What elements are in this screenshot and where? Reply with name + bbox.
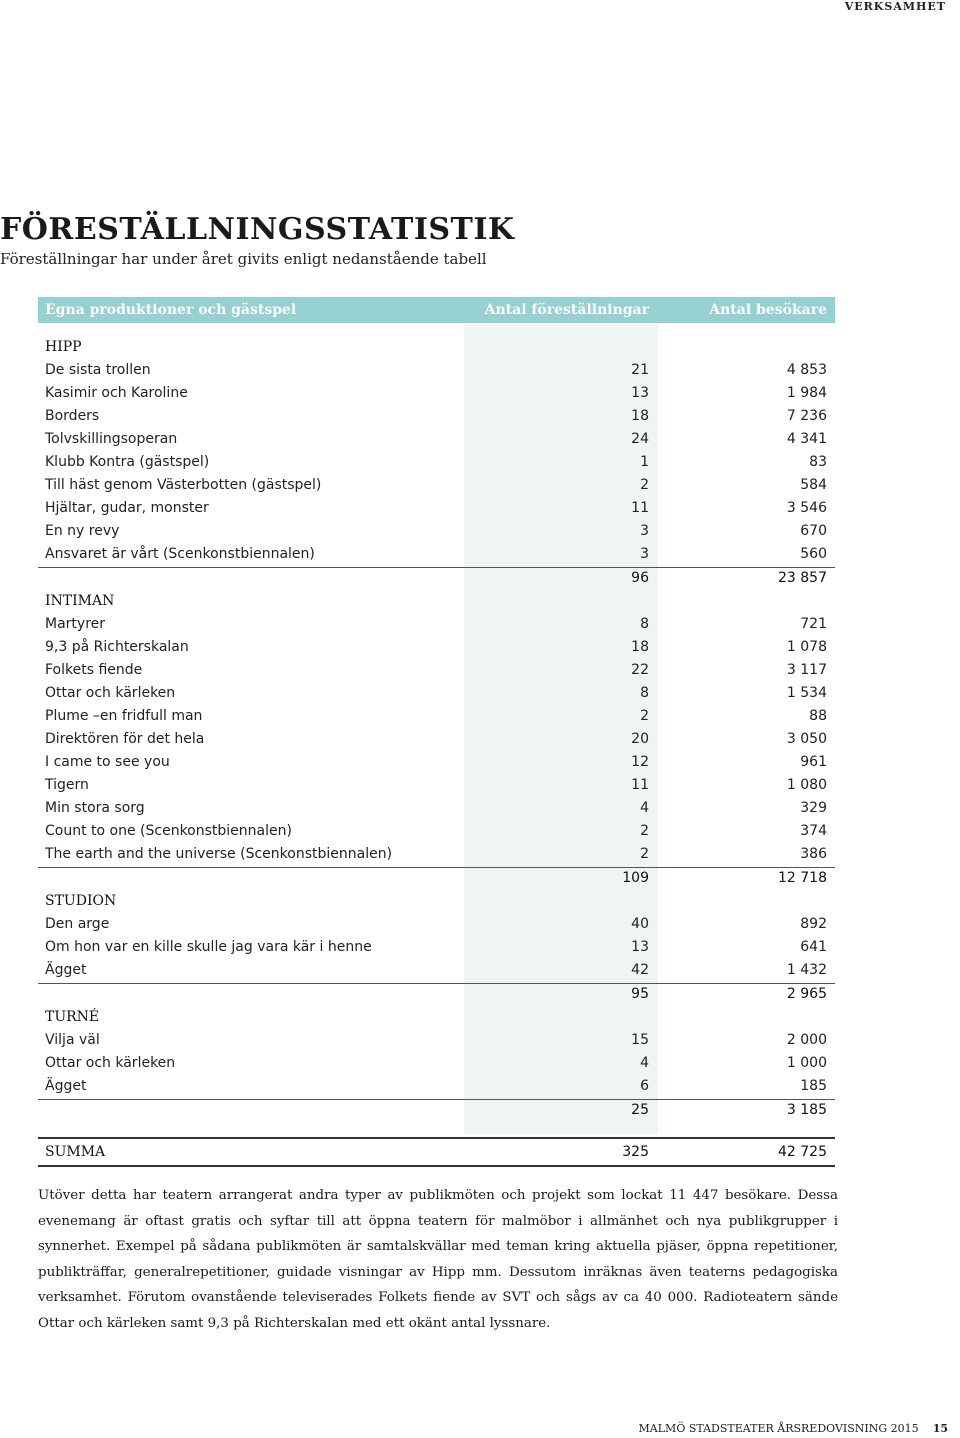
visitors-count: 1 078	[786, 639, 827, 655]
performances-count: 18	[631, 639, 649, 655]
production-name: Martyrer	[45, 616, 106, 632]
summa-row	[38, 1137, 835, 1167]
visitors-count: 721	[800, 616, 827, 632]
footer-publication: MALMÖ STADSTEATER ÅRSREDOVISNING 2015	[638, 1422, 919, 1435]
group-total-row	[38, 984, 835, 1007]
table-row	[38, 821, 835, 844]
visitors-count: 1 432	[786, 962, 827, 978]
performances-count: 13	[631, 385, 649, 401]
visitors-count: 185	[800, 1078, 827, 1094]
production-name: Ottar och kärleken	[45, 685, 176, 701]
performances-count: 3	[640, 546, 649, 562]
table-row	[38, 683, 835, 706]
visitors-count: 4 341	[786, 431, 827, 447]
performances-count: 8	[640, 616, 649, 632]
production-name: Den arge	[45, 916, 110, 932]
performances-count: 22	[631, 662, 649, 678]
summa-label: SUMMA	[45, 1144, 106, 1160]
table-row	[38, 1053, 835, 1076]
performances-count: 12	[631, 754, 649, 770]
table-row	[38, 752, 835, 775]
production-name: Direktören för det hela	[45, 731, 205, 747]
table-row	[38, 798, 835, 821]
production-name: Min stora sorg	[45, 800, 145, 816]
performances-count: 40	[631, 916, 649, 932]
visitors-count: 88	[809, 708, 827, 724]
production-name: Count to one (Scenkonstbiennalen)	[45, 823, 292, 839]
group-total-visitors: 23 857	[778, 570, 827, 586]
group-name: HIPP	[45, 339, 82, 355]
table-row	[38, 452, 835, 475]
production-name: Vilja väl	[45, 1032, 100, 1048]
group-total-performances: 109	[622, 870, 649, 886]
table-row	[38, 937, 835, 960]
visitors-count: 584	[800, 477, 827, 493]
table-row	[38, 844, 835, 868]
production-name: Ägget	[45, 962, 87, 978]
group-heading	[38, 1007, 835, 1030]
table-body	[38, 323, 835, 1123]
production-name: Kasimir och Karoline	[45, 385, 188, 401]
group-total-row	[38, 868, 835, 891]
performances-count: 4	[640, 800, 649, 816]
group-name: STUDION	[45, 893, 117, 909]
visitors-count: 560	[800, 546, 827, 562]
page-footer	[639, 1422, 948, 1435]
visitors-count: 892	[800, 916, 827, 932]
visitors-count: 7 236	[786, 408, 827, 424]
performances-count: 3	[640, 523, 649, 539]
production-name: I came to see you	[45, 754, 170, 770]
performances-count: 11	[631, 777, 649, 793]
group-name: INTIMAN	[45, 593, 115, 609]
group-heading	[38, 591, 835, 614]
production-name: En ny revy	[45, 523, 120, 539]
page-title: FÖRESTÄLLNINGSSTATISTIK	[0, 212, 515, 247]
visitors-count: 961	[800, 754, 827, 770]
production-name: Borders	[45, 408, 100, 424]
visitors-count: 1 984	[786, 385, 827, 401]
section-label: VERKSAMHET	[844, 0, 946, 13]
table-row	[38, 729, 835, 752]
group-name: TURNÉ	[45, 1009, 100, 1025]
performances-count: 13	[631, 939, 649, 955]
group-heading	[38, 337, 835, 360]
visitors-count: 641	[800, 939, 827, 955]
table-row	[38, 706, 835, 729]
production-name: Tolvskillingsoperan	[45, 431, 178, 447]
production-name: Ansvaret är vårt (Scenkonstbiennalen)	[45, 546, 315, 562]
group-total-visitors: 2 965	[786, 986, 827, 1002]
performances-count: 2	[640, 846, 649, 862]
table-row	[38, 960, 835, 984]
performances-count: 18	[631, 408, 649, 424]
group-total-visitors: 3 185	[786, 1102, 827, 1118]
production-name: Till häst genom Västerbotten (gästspel)	[45, 477, 322, 493]
group-total-row	[38, 568, 835, 591]
performances-count: 2	[640, 708, 649, 724]
production-name: Tigern	[45, 777, 89, 793]
visitors-count: 1 080	[786, 777, 827, 793]
group-total-performances: 96	[631, 570, 649, 586]
summa-performances: 325	[622, 1144, 649, 1160]
visitors-count: 374	[800, 823, 827, 839]
table-row	[38, 498, 835, 521]
performances-count: 2	[640, 823, 649, 839]
visitors-count: 1 534	[786, 685, 827, 701]
visitors-count: 3 050	[786, 731, 827, 747]
production-name: Om hon var en kille skulle jag vara kär i henne	[45, 939, 372, 955]
table-row	[38, 660, 835, 683]
table-row	[38, 914, 835, 937]
table-header	[38, 297, 835, 323]
visitors-count: 3 117	[786, 662, 827, 678]
visitors-count: 1 000	[786, 1055, 827, 1071]
table-row	[38, 475, 835, 498]
performances-count: 1	[640, 454, 649, 470]
group-total-visitors: 12 718	[778, 870, 827, 886]
visitors-count: 2 000	[786, 1032, 827, 1048]
table-row	[38, 544, 835, 568]
visitors-count: 3 546	[786, 500, 827, 516]
production-name: Folkets fiende	[45, 662, 143, 678]
page-subtitle: Föreställningar har under året givits enligt nedanstående tabell	[0, 250, 487, 268]
table-row	[38, 1076, 835, 1100]
header-production: Egna produktioner och gästspel	[45, 302, 297, 318]
performances-count: 42	[631, 962, 649, 978]
table-row	[38, 521, 835, 544]
production-name: 9,3 på Richterskalan	[45, 639, 189, 655]
performances-count: 11	[631, 500, 649, 516]
header-performances: Antal föreställningar	[484, 302, 649, 318]
summa-visitors: 42 725	[778, 1144, 827, 1160]
table-row	[38, 614, 835, 637]
group-total-performances: 25	[631, 1102, 649, 1118]
performances-count: 20	[631, 731, 649, 747]
header-visitors: Antal besökare	[709, 302, 827, 318]
group-heading	[38, 891, 835, 914]
table-row	[38, 775, 835, 798]
table-row	[38, 637, 835, 660]
visitors-count: 329	[800, 800, 827, 816]
explanatory-note: Utöver detta har teatern arrangerat andra typer av publikmöten och projekt som lockat 11 447 besökare. Dessa evenemang är oftast gratis och syftar till att öppna teatern för malmöbor i allmänhet och nya publikgrupper i synnerhet. Exempel på sådana publikmöten är samtalskvällar med teman kring aktuella pjäser, öppna repetitioner, publikträffar, generalrepetitioner, guidade visningar av Hipp mm. Dessutom inräknas även teaterns pedagogiska verksamhet. Förutom ovanstående televiserades Folkets fiende av SVT och sågs av ca 40 000. Radioteatern sände Ottar och kärleken samt 9,3 på Richterskalan med ett okänt antal lyssnare.	[38, 1188, 838, 1331]
table-row	[38, 406, 835, 429]
table-row	[38, 360, 835, 383]
group-total-row	[38, 1100, 835, 1123]
page-number: 15	[932, 1422, 948, 1435]
performances-count: 21	[631, 362, 649, 378]
performances-count: 2	[640, 477, 649, 493]
group-total-performances: 95	[631, 986, 649, 1002]
production-name: Hjältar, gudar, monster	[45, 500, 209, 516]
production-name: Ägget	[45, 1078, 87, 1094]
visitors-count: 670	[800, 523, 827, 539]
table-row	[38, 383, 835, 406]
table-row	[38, 429, 835, 452]
production-name: The earth and the universe (Scenkonstbiennalen)	[45, 846, 393, 862]
visitors-count: 386	[800, 846, 827, 862]
performances-count: 8	[640, 685, 649, 701]
visitors-count: 4 853	[786, 362, 827, 378]
table-row	[38, 1030, 835, 1053]
performances-count: 15	[631, 1032, 649, 1048]
statistics-table	[38, 297, 835, 1167]
production-name: De sista trollen	[45, 362, 151, 378]
production-name: Plume –en fridfull man	[45, 708, 203, 724]
performances-count: 4	[640, 1055, 649, 1071]
production-name: Klubb Kontra (gästspel)	[45, 454, 210, 470]
visitors-count: 83	[809, 454, 827, 470]
performances-count: 24	[631, 431, 649, 447]
performances-count: 6	[640, 1078, 649, 1094]
production-name: Ottar och kärleken	[45, 1055, 176, 1071]
